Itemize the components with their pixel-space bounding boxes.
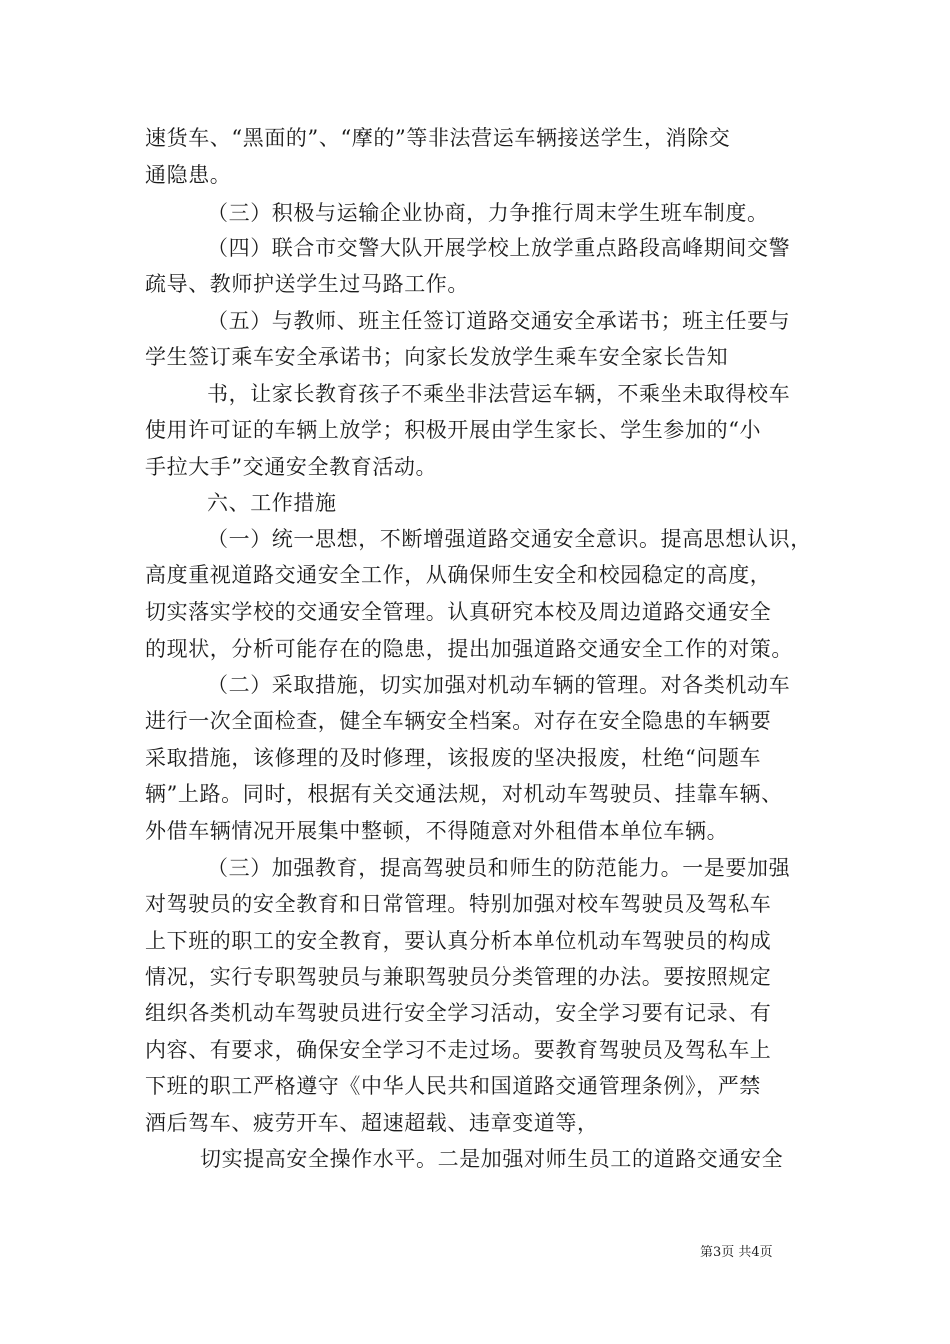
text-line: 学生签订乘车安全承诺书；向家长发放学生乘车安全家长告知: [145, 345, 729, 369]
text-line: （五）与教师、班主任签订道路交通安全承诺书；班主任要与: [207, 309, 791, 333]
text-line: 酒后驾车、疲劳开车、超速超载、违章变道等，: [145, 1111, 599, 1135]
text-line: 书，让家长教育孩子不乘坐非法营运车辆，不乘坐未取得校车: [207, 382, 791, 406]
text-line: 进行一次全面检查，健全车辆安全档案。对存在安全隐患的车辆要: [145, 709, 772, 733]
text-line: （三）积极与运输企业协商，力争推行周末学生班车制度。: [207, 201, 769, 225]
text-line: 疏导、教师护送学生过马路工作。: [145, 272, 469, 296]
text-line: 速货车、“黑面的”、“摩的”等非法营运车辆接送学生，消除交: [145, 126, 731, 150]
text-line: 使用许可证的车辆上放学；积极开展由学生家长、学生参加的“小: [145, 418, 762, 442]
text-line: 切实提高安全操作水平。二是加强对师生员工的道路交通安全: [200, 1147, 784, 1171]
text-line: （二）采取措施，切实加强对机动车辆的管理。对各类机动车: [207, 673, 791, 697]
text-line: 情况，实行专职驾驶员与兼职驾驶员分类管理的办法。要按照规定: [145, 965, 772, 989]
text-line: 切实落实学校的交通安全管理。认真研究本校及周边道路交通安全: [145, 600, 772, 624]
text-line: （三）加强教育，提高驾驶员和师生的防范能力。一是要加强: [207, 856, 791, 880]
text-line: 通隐患。: [145, 163, 232, 187]
text-line: （一）统一思想，不断增强道路交通安全意识。提高思想认识，: [207, 527, 812, 551]
text-line: 下班的职工严格遵守《中华人民共和国道路交通管理条例》，严禁: [145, 1074, 761, 1098]
text-line: 内容、有要求，确保安全学习不走过场。要教育驾驶员及驾私车上: [145, 1038, 772, 1062]
text-line: 高度重视道路交通安全工作，从确保师生安全和校园稳定的高度，: [145, 563, 772, 587]
text-line: 辆”上路。同时，根据有关交通法规，对机动车驾驶员、挂靠车辆、: [145, 782, 783, 806]
text-line: 手拉大手”交通安全教育活动。: [145, 455, 438, 479]
text-line: 的现状，分析可能存在的隐患，提出加强道路交通安全工作的对策。: [145, 637, 793, 661]
text-line: 组织各类机动车驾驶员进行安全学习活动，安全学习要有记录、有: [145, 1001, 772, 1025]
text-line: 外借车辆情况开展集中整顿，不得随意对外租借本单位车辆。: [145, 819, 729, 843]
page-number: 第3页 共4页: [700, 1245, 773, 1260]
text-line: 对驾驶员的安全教育和日常管理。特别加强对校车驾驶员及驾私车: [145, 892, 772, 916]
section-heading: 六、工作措施: [207, 491, 337, 515]
text-line: （四）联合市交警大队开展学校上放学重点路段高峰期间交警: [207, 236, 791, 260]
text-line: 采取措施，该修理的及时修理，该报废的坚决报废，杜绝“问题车: [145, 746, 762, 770]
text-line: 上下班的职工的安全教育，要认真分析本单位机动车驾驶员的构成: [145, 929, 772, 953]
